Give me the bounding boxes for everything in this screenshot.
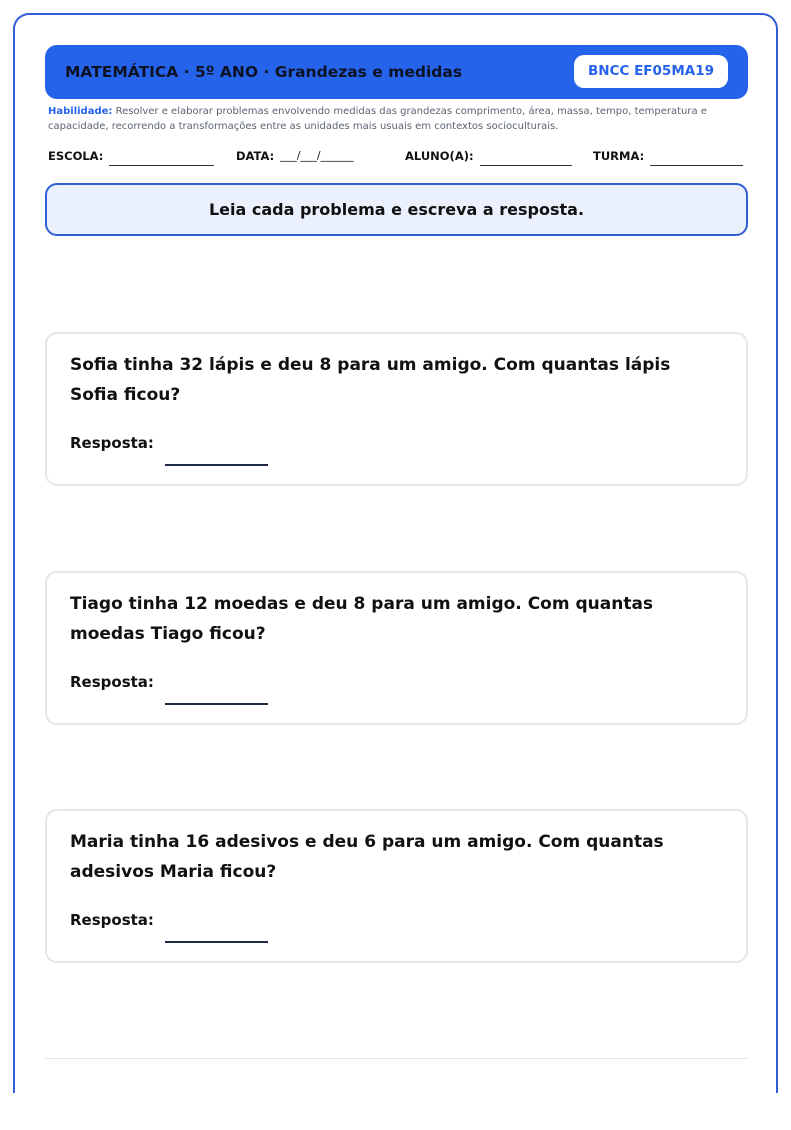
problem-text: Tiago tinha 12 moedas e deu 8 para um amigo. Com quantas moedas Tiago ficou?: [70, 594, 654, 644]
student-label: ALUNO(A):: [405, 149, 474, 163]
school-field: [48, 146, 214, 166]
class-field: [593, 146, 743, 166]
problem-text: Sofia tinha 32 lápis e deu 8 para um amigo. Com quantas lápis Sofia ficou?: [70, 355, 671, 405]
student-field: [405, 146, 572, 166]
date-input-line[interactable]: ___/___/______: [280, 149, 354, 162]
school-label: ESCOLA:: [48, 149, 104, 163]
problem-card: [45, 571, 748, 725]
problem-card: [45, 332, 748, 486]
answer-input-line[interactable]: [165, 941, 268, 943]
student-info-row: [48, 146, 748, 170]
skill-description: [48, 104, 748, 134]
student-input-line[interactable]: [480, 146, 572, 166]
skill-text: Resolver e elaborar problemas envolvendo medidas das grandezas comprimento, área, massa, tempo, temperatura e capacidade, recorrendo a transformações entre as unidades mais usuais em contextos socioculturais.: [48, 106, 707, 132]
answer-input-line[interactable]: [165, 703, 268, 705]
skill-label: Habilidade:: [48, 106, 113, 117]
problem-card: [45, 809, 748, 963]
date-field: [236, 146, 354, 166]
class-input-line[interactable]: [650, 146, 743, 166]
answer-label: Resposta:: [70, 911, 154, 929]
answer-input-line[interactable]: [165, 464, 268, 466]
header-bar: [45, 45, 748, 99]
date-label: DATA:: [236, 149, 275, 163]
page-title: MATEMÁTICA · 5º ANO · Grandezas e medidas: [65, 63, 463, 81]
instruction-box: Leia cada problema e escreva a resposta.: [45, 183, 748, 236]
answer-label: Resposta:: [70, 434, 154, 452]
answer-label: Resposta:: [70, 673, 154, 691]
school-input-line[interactable]: [109, 146, 214, 166]
class-label: TURMA:: [593, 149, 645, 163]
footer-divider: [45, 1058, 748, 1059]
bncc-badge: BNCC EF05MA19: [574, 55, 728, 88]
problem-text: Maria tinha 16 adesivos e deu 6 para um amigo. Com quantas adesivos Maria ficou?: [70, 832, 664, 882]
